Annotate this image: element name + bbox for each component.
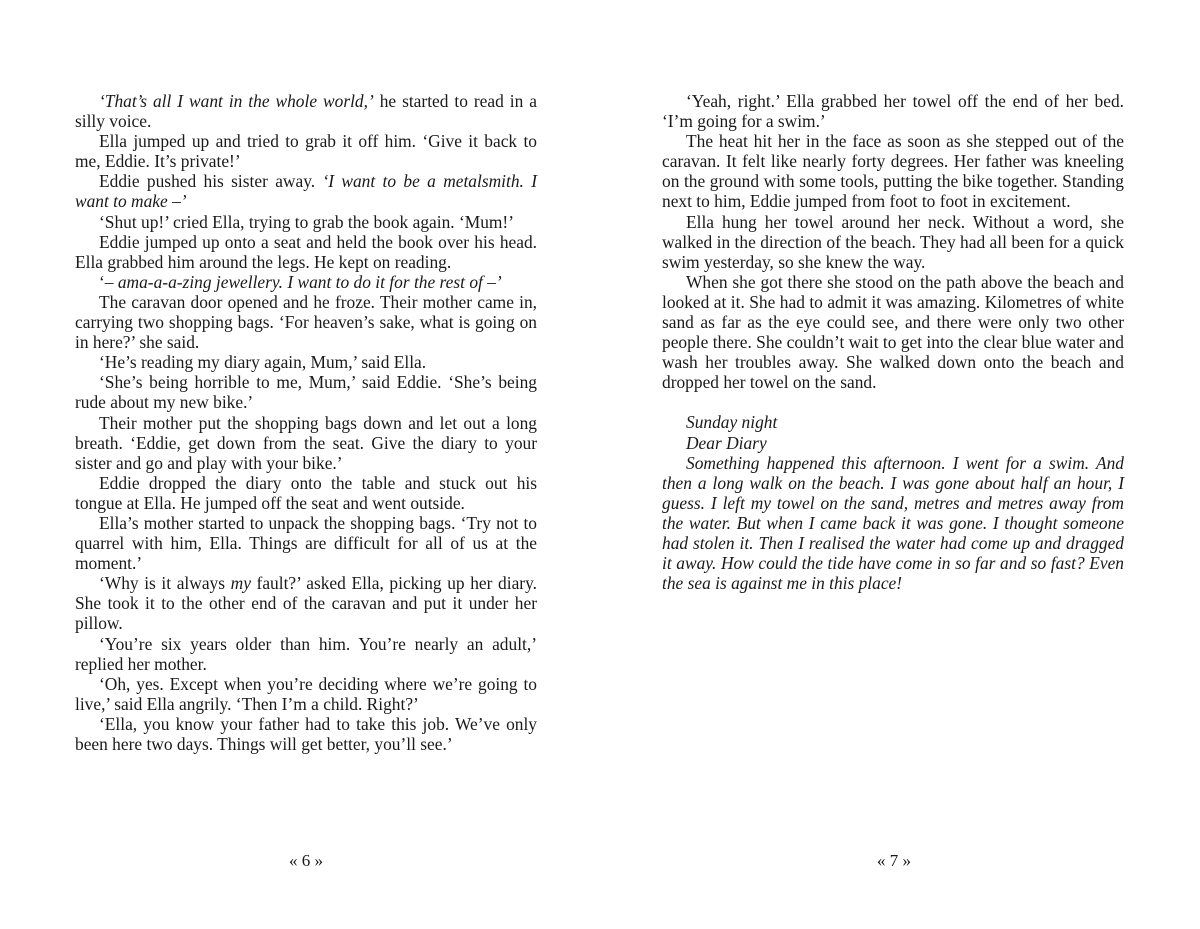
paragraph: Their mother put the shopping bags down and let out a long breath. ‘Eddie, get down from the seat. Give the diary to your sister and go and play with your bike.’ [75,412,537,473]
paragraph: When she got there she stood on the path above the beach and looked at it. She had to admit it was amazing. Kilometres of white sand as far as the eye could see, and there were only two other people there. She couldn’t wait to get into the clear blue water and wash her troubles away. She walked down onto the beach and dropped her towel on the sand. [662,271,1124,393]
paragraph: ‘Oh, yes. Except when you’re deciding where we’re going to live,’ said Ella angrily. ‘Then I’m a child. Right?’ [75,673,537,714]
diary-body: Something happened this afternoon. I went for a swim. And then a long walk on the beach. I was gone about half an hour, I guess. I left my towel on the sand, metres and metres away from the water. But when I came back it was gone. I thought someone had stolen it. Then I realised the water had come up and dragged it away. How could the tide have come in so far and so fast? Even the sea is against me in this place! [662,452,1124,594]
read-aloud-text: – ama-a-a-zing jewellery. I want to do it for the rest of –’ [104,271,502,292]
paragraph: ‘She’s being horrible to me, Mum,’ said Eddie. ‘She’s being rude about my new bike.’ [75,372,537,413]
diary-salutation: Dear Diary [686,432,767,453]
right-page [600,0,1200,929]
paragraph: ‘– ama-a-a-zing jewellery. I want to do it for the rest of –’ [99,271,502,292]
read-aloud-text: ‘I want to be a metalsmith. I want to make –’ [75,171,537,212]
paragraph: Ella hung her towel around her neck. Without a word, she walked in the direction of the beach. They had all been for a quick swim yesterday, so she knew the way. [662,211,1124,272]
paragraph: Ella jumped up and tried to grab it off him. ‘Give it back to me, Eddie. It’s private!’ [75,131,537,172]
paragraph: Eddie dropped the diary onto the table and stuck out his tongue at Ella. He jumped off the seat and went outside. [75,472,537,513]
paragraph: ‘Ella, you know your father had to take this job. We’ve only been here two days. Things will get better, you’ll see.’ [75,713,537,754]
paragraph: ‘That’s all I want in the whole world,’ he started to read in a silly voice. [75,91,537,132]
diary-heading: Sunday night [686,412,778,433]
paragraph: ‘Shut up!’ cried Ella, trying to grab the book again. ‘Mum!’ [99,211,515,232]
page-number: « 6 » [289,851,323,870]
paragraph: ‘He’s reading my diary again, Mum,’ said Ella. [99,352,427,373]
left-page-text [75,91,537,754]
right-page-text [662,91,1124,593]
paragraph: Eddie pushed his sister away. ‘I want to be a metalsmith. I want to make –’ [75,171,537,212]
paragraph: The caravan door opened and he froze. Their mother came in, carrying two shopping bags. ‘For heaven’s sake, what is going on in here?’ she said. [75,291,537,353]
paragraph: ‘You’re six years older than him. You’re nearly an adult,’ replied her mother. [75,633,537,674]
paragraph: Eddie jumped up onto a seat and held the book over his head. Ella grabbed him around the legs. He kept on reading. [75,231,537,272]
read-aloud-text: ‘That’s all I want in the whole world,’ [99,91,374,111]
paragraph: ‘Yeah, right.’ Ella grabbed her towel off the end of her bed. ‘I’m going for a swim.’ [662,91,1124,132]
paragraph: Ella’s mother started to unpack the shopping bags. ‘Try not to quarrel with him, Ella. Things are difficult for all of us at the moment.’ [75,512,537,574]
emphasis: my [230,573,251,594]
paragraph: The heat hit her in the face as soon as she stepped out of the caravan. It felt like nearly forty degrees. Her father was kneeling on the ground with some tools, putting the bike together. Standing next to him, Eddie jumped from foot to foot in excitement. [662,131,1124,212]
page-number: « 7 » [877,851,911,870]
paragraph: ‘Why is it always my fault?’ asked Ella, picking up her diary. She took it to the other end of the caravan and put it under her pillow. [75,573,537,634]
